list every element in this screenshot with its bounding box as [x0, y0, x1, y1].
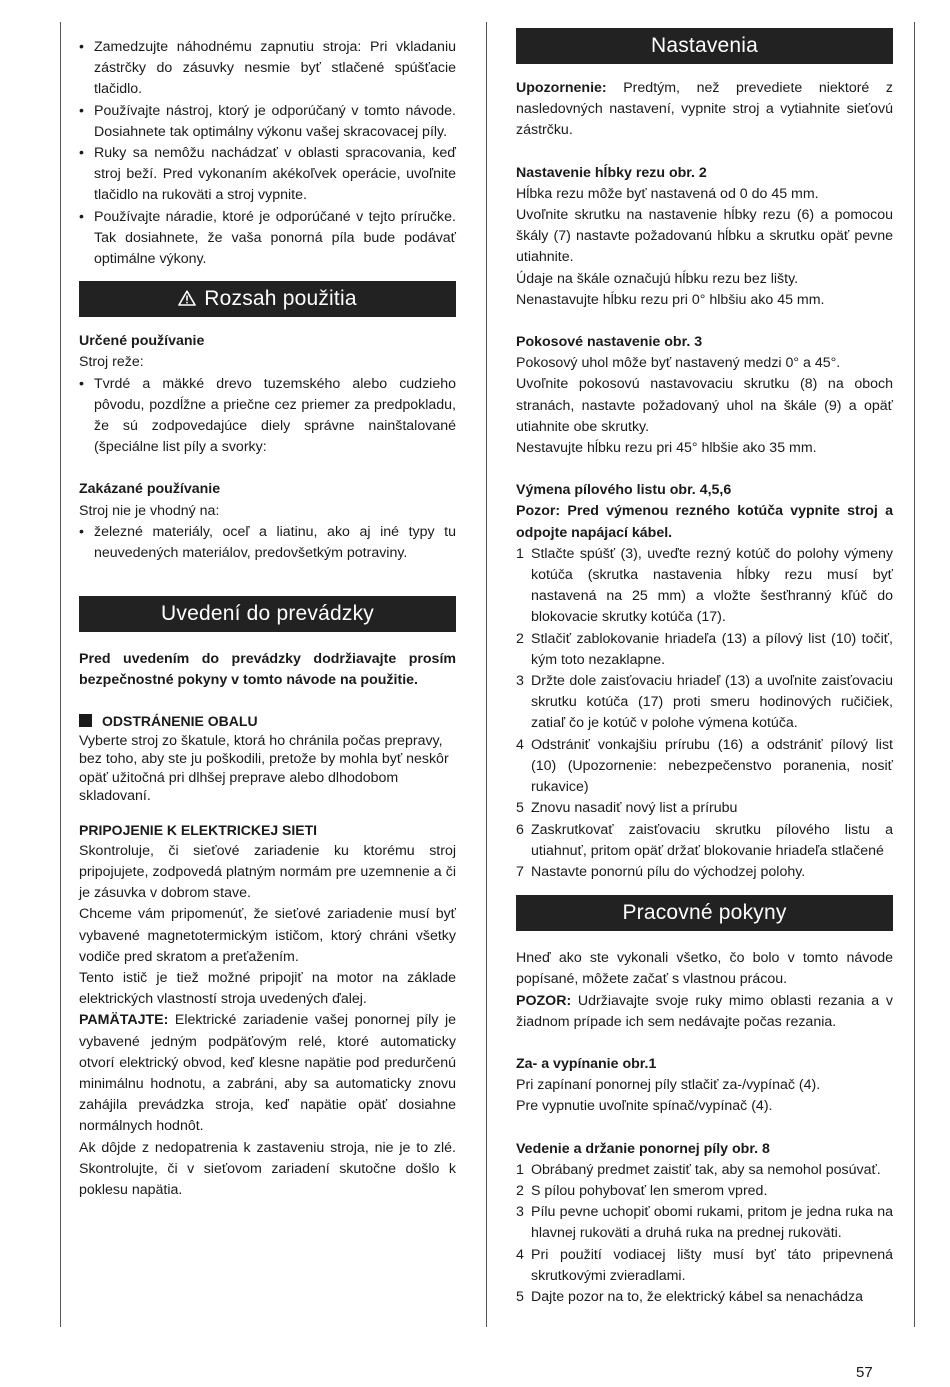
warning-triangle-icon — [178, 290, 196, 306]
paragraph: Uvoľnite pokosovú nastavovaciu skrutku (8) na oboch stranách, nastavte požadovaný uhol na škále (9) a opäť utiahnite obe skrutky. — [516, 376, 893, 435]
paragraph: Nenastavujte hĺbku rezu pri 0° hlbšiu ako 45 mm. — [516, 291, 825, 308]
paragraph: Pre vypnutie uvoľnite spínač/vypínač (4). — [516, 1098, 773, 1115]
paragraph: Chceme vám pripomenúť, že sieťové zariadenie musí byť vybavené magnetotermickým ističom, ktorý chráni všetky vodiče pred skratom a preťažením. — [79, 906, 456, 965]
paragraph: Nestavujte hĺbku rezu pri 45° hlbšie ako 35 mm. — [516, 440, 817, 457]
section-banner-pokyny — [516, 895, 893, 931]
list-item: • Ruky sa nemôžu nachádzať v oblasti spracovania, keď stroj beží. Pred vykonaním akékoľvek operácie, uvoľnite tlačidlo na rukoväti a stroj vypnite. — [79, 145, 456, 204]
paragraph: Hneď ako ste vykonali všetko, čo bolo v tomto návode popísané, môžete začať s vlastnou prácou. — [516, 950, 893, 988]
center-rule — [486, 22, 487, 1327]
list-item: 2 Stlačiť zablokovanie hriadeľa (13) a pílový list (10) točiť, kým toto nezaklapne. — [516, 630, 893, 668]
paragraph: POZOR: Udržiavajte svoje ruky mimo oblasti rezania a v žiadnom prípade ich sem nedávajte počas rezania. — [516, 992, 893, 1030]
subheading: PRIPOJENIE K ELEKTRICKEJ SIETI — [79, 821, 318, 838]
warning-text: Pozor: Pred výmenou rezného kotúča vypnite stroj a odpojte napájací kábel. — [516, 503, 893, 541]
list-item: 1 Stlačte spúšť (3), uveďte rezný kotúč do polohy výmeny kotúča (skrutka nastavenia hĺbky rezu musí byť nastavená na 25 mm) a vložte šesťhranný kľúč do blokovacie skrutky kotúča (17). — [516, 545, 893, 626]
left-margin-rule — [60, 22, 61, 1327]
section-banner-nastavenia — [516, 28, 893, 64]
paragraph: Stroj nie je vhodný na: — [79, 502, 220, 519]
right-margin-rule — [914, 22, 915, 1327]
section-title: Rozsah použitia — [204, 287, 357, 311]
list-item: 1 Obrábaný predmet zaistiť tak, aby sa nemohol posúvať. — [516, 1161, 881, 1178]
left-column — [79, 37, 456, 1201]
list-item: • Používajte nástroj, ktorý je odporúčaný v tomto návode. Dosiahnete tak optimálny výkonu vašej skracovacej píly. — [79, 102, 456, 140]
list-item: 5 Dajte pozor na to, že elektrický kábel sa nenachádza — [516, 1288, 864, 1305]
bold-intro: Pred uvedením do prevádzky dodržiavajte prosím bezpečnostné pokyny v tomto návode na použitie. — [79, 651, 456, 689]
list-item: 6 Zaskrutkovať zaisťovaciu skrutku pílového listu a utiahnuť, pritom opäť držať blokovanie hriadeľa stlačené — [516, 821, 893, 859]
paragraph: Pri zapínaní ponornej píly stlačiť za-/vypínač (4). — [516, 1077, 821, 1094]
list-item: 3 Držte dole zaisťovaciu hriadeľ (13) a uvoľnite zaisťovaciu skrutku kotúča (17) proti smeru hodinových ručičiek, zatiaľ čo je kotúč v polohe výmena kotúča. — [516, 673, 893, 732]
section-title: Pracovné pokyny — [622, 901, 787, 925]
subheading: Pokosové nastavenie obr. 3 — [516, 334, 703, 351]
subheading: ODSTRÁNENIE OBALU — [79, 711, 456, 732]
subheading: Zakázané používanie — [79, 481, 221, 498]
subheading: Vedenie a držanie ponornej píly obr. 8 — [516, 1140, 770, 1157]
paragraph: Vyberte stroj zo škatule, ktorá ho chránila počas prepravy, bez toho, aby ste ju poškodili, pretože by mohla byť neskôr opäť užitočná pri dlhšej preprave alebo dlhodobom skladovaní. — [79, 732, 449, 805]
paragraph: Upozornenie: Predtým, než prevediete niektoré z nasledovných nastavení, vypnite stroj a vytiahnite sieťovú zástrčku. — [516, 80, 893, 139]
paragraph: Údaje na škále označujú hĺbku rezu bez lišty. — [516, 270, 799, 287]
list-item: 2 S pílou pohybovať len smerom vpred. — [516, 1182, 768, 1199]
subheading: Za- a vypínanie obr.1 — [516, 1055, 657, 1072]
paragraph: Uvoľnite skrutku na nastavenie hĺbky rezu (6) a pomocou škály (7) nastavte požadovanú hĺbku a skrutku opäť pevne utiahnite. — [516, 207, 893, 266]
list-item: 3 Pílu pevne uchopiť obomi rukami, pritom je jedna ruka na hlavnej rukoväti a druhá ruka na prednej rukoväti. — [516, 1204, 893, 1242]
list-item: • Tvrdé a mäkké drevo tuzemského alebo cudzieho pôvodu, pozdĺžne a priečne cez priemer za predpokladu, že sú zodpovedajúce diely správne nainštalované (špeciálne list píly a svorky: — [79, 375, 456, 456]
subheading: Určené používanie — [79, 333, 205, 350]
paragraph: Tento istič je tiež možné pripojiť na motor na základe elektrických vlastností stroja uvedených ďalej. — [79, 969, 456, 1008]
right-column — [516, 28, 893, 1308]
section-banner-rozsah — [79, 281, 456, 317]
section-banner-uvedeni — [79, 596, 456, 632]
subheading: Nastavenie hĺbky rezu obr. 2 — [516, 164, 707, 181]
section-title: Nastavenia — [650, 34, 759, 57]
subheading: Výmena pílového listu obr. 4,5,6 — [516, 482, 732, 499]
list-item: 4 Pri použití vodiacej lišty musí byť táto pripevnená skrutkovými zvieradlami. — [516, 1246, 893, 1284]
paragraph: PAMÄTAJTE: Elektrické zariadenie vašej ponornej píly je vybavené jedným podpäťovým relé, ktoré automaticky otvorí elektrický obvod, keď klesne napätie pod predurčenú minimálnu hodnotu, a zabráni, aby sa automaticky znovu zahájila prevádzka stroja, keď napätie opäť dosiahne normálnych hodnôt. — [79, 1012, 456, 1135]
paragraph: Stroj reže: — [79, 354, 144, 371]
paragraph: Hĺbka rezu môže byť nastavená od 0 do 45 mm. — [516, 185, 819, 202]
list-item: 4 Odstrániť vonkajšiu prírubu (16) a odstrániť pílový list (10) (Upozornenie: nebezpečenstvo poranenia, nosiť rukavice) — [516, 736, 893, 796]
black-square-icon — [79, 714, 92, 727]
page-number: 57 — [856, 1364, 873, 1381]
paragraph: Ak dôjde z nedopatrenia k zastaveniu stroja, nie je to zlé. Skontrolujte, či v sieťovom zariadení skutočne došlo k poklesu napätia. — [79, 1139, 456, 1198]
paragraph: Skontroluje, či sieťové zariadenie ku ktorému stroj pripojujete, zodpovedá platným normám pre uzemnenie a či je zásuvka v dobrom stave. — [79, 842, 456, 902]
section-title: Uvedení do prevádzky — [161, 602, 374, 626]
list-item: 5 Znovu nasadiť nový list a prírubu — [516, 800, 738, 817]
list-item: • Zamedzujte náhodnému zapnutiu stroja: Pri vkladaniu zástrčky do zásuvky nesmie byť stlačené spúšťacie tlačidlo. — [79, 39, 456, 98]
list-item: • železné materiály, oceľ a liatinu, ako aj iné typy tu neuvedených materiálov, predovšetkým potraviny. — [79, 523, 456, 562]
paragraph: Pokosový uhol môže byť nastavený medzi 0° a 45°. — [516, 355, 841, 372]
list-item: • Používajte náradie, ktoré je odporúčané v tejto príručke. Tak dosiahnete, že vaša ponorná píla bude podávať optimálne výkony. — [79, 208, 456, 268]
list-item: 7 Nastavte ponornú pílu do východzej polohy. — [516, 863, 806, 880]
